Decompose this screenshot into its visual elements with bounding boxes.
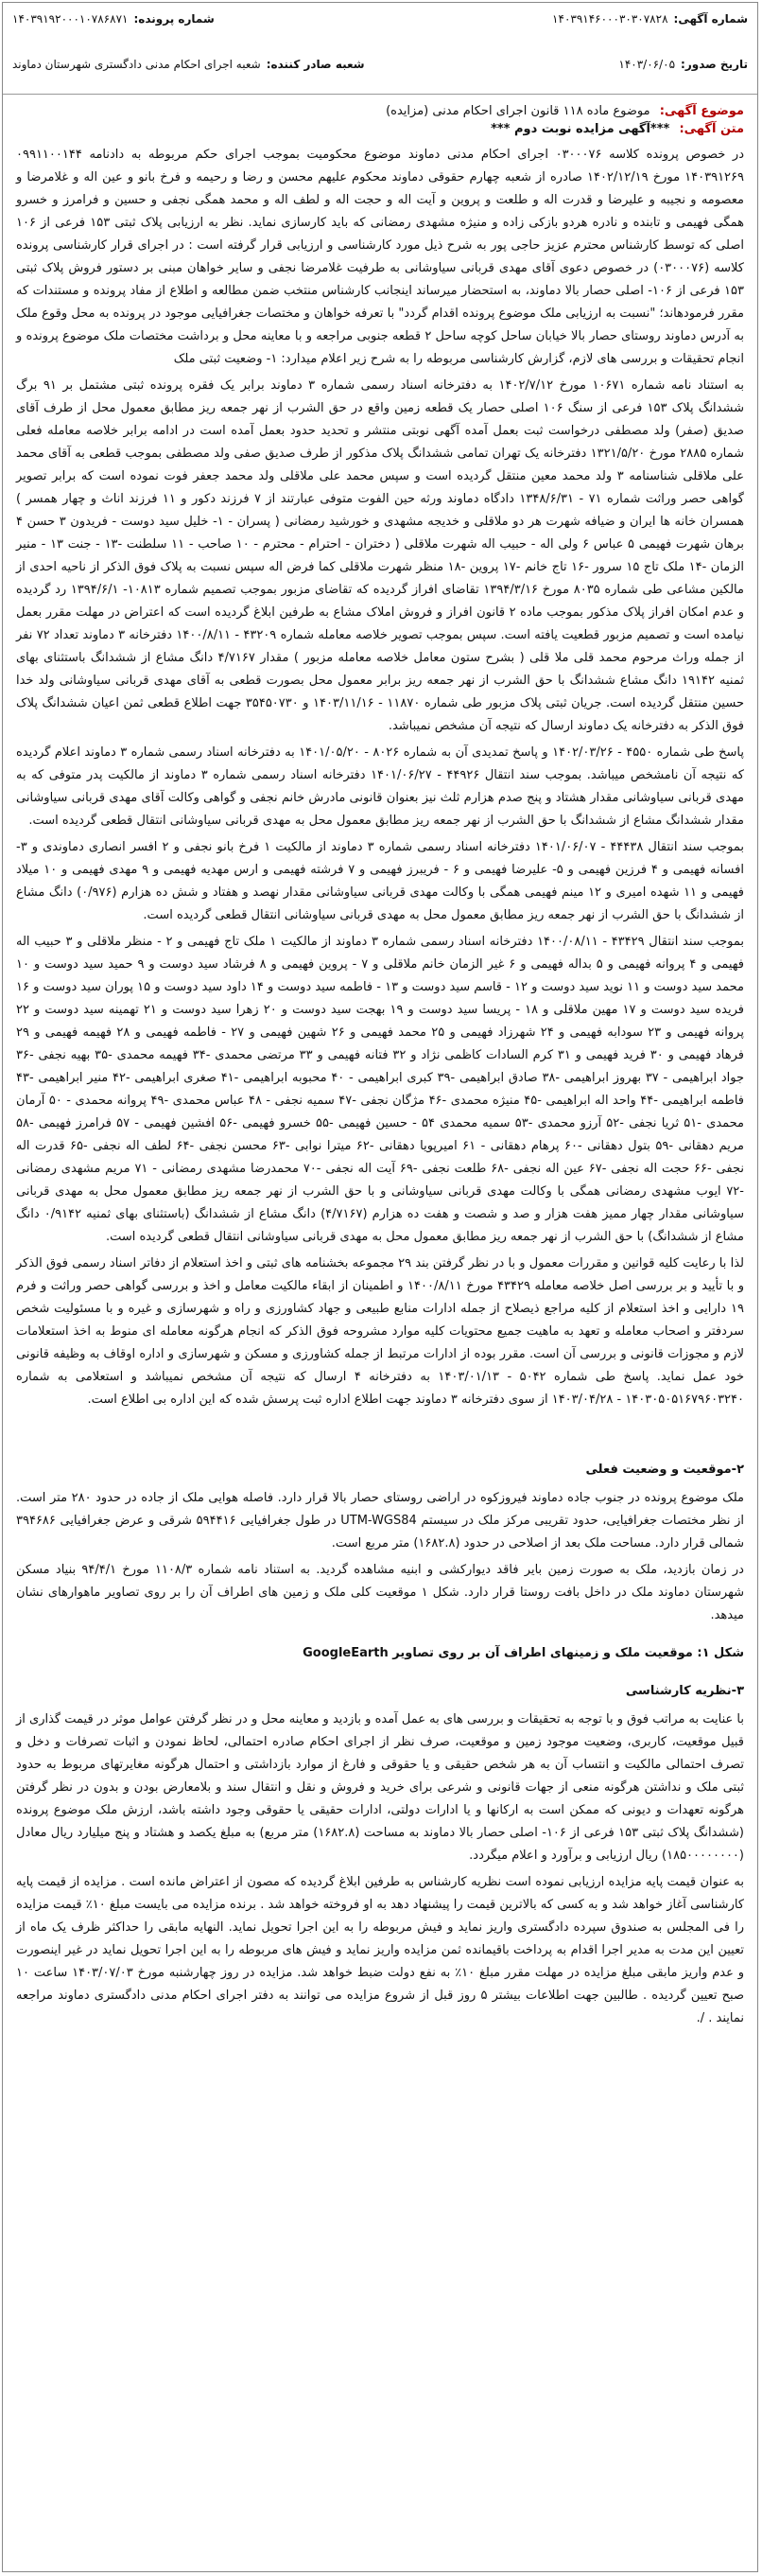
case-number xyxy=(12,12,215,26)
notice-text-title: ***آگهی مزایده نوبت دوم *** xyxy=(491,122,670,136)
notice-header xyxy=(3,3,757,95)
notice-subject-value: موضوع ماده ۱۱۸ قانون اجرای احکام مدنی (مزایده) xyxy=(386,104,650,118)
paragraph-transfer-2: بموجب سند انتقال ۴۴۴۳۸ - ۱۴۰۱/۰۶/۰۷ دفترخانه اسناد رسمی شماره ۳ دماوند از مالکیت ۱ فرخ بانو نجفی و ۲ افسر انصاری دماوندی و ۳- افسانه فهیمی و ۴ فرزین فهیمی و ۵- علیرضا فهیمی و ۶ - فریبرز فهیمی و ۷ فرشته فهیمی و ارس مهدیه فهیمی و ۹ مهدی فهیمی و ۱۰ میلاد فهیمی و ۱۱ شهده امیری و ۱۲ مینم فهیمی همگی با وکالت مهدی قربانی سیاوشانی مقدار نهصد و هفتاد و شش ده هزارم (۰/۹۷۶) دانگ مشاع از ششدانگ با حق الشرب از نهر جمعه ریز مطابق معمول محل به مهدی قربانی سیاوشانی انتقال قطعی گردیده است. xyxy=(16,840,744,922)
paragraph-registration: به استناد نامه شماره ۱۰۶۷۱ مورخ ۱۴۰۲/۷/۱۲ به دفترخانه اسناد رسمی شماره ۳ دماوند برابر یک فقره پرونده ثبتی مشتمل بر ۹۱ برگ ششدانگ پلاک ۱۵۳ فرعی از سنگ ۱۰۶ اصلی حصار یک قطعه زمین واقع در حق الشرب از نهر جمعه ریز مطابق معمول محل از طرف آقای صدیق (صفر) ولد مصطفی درخواست ثبت بعمل آمده آگهی نوبتی منتشر و تحدید حدود بعمل آمده است در ادامه برابر خلاصه معامله فعلی شماره ۲۸۸۵ مورخ ۱۳۲۱/۵/۲۰ دفترخانه یک تهران تمامی ششدانگ پلاک مذکور از طرف صدیق صفی ولد مصطفی بموجب قطعی به آقای محمد علی ملاقلی شناسنامه ۳ ولد محمد معین منتقل گردیده است و سپس محمد علی ملاقلی ولد محمد جعفر فوت نموده است که برابر تصویر گواهی حصر وراثت شماره ۷۱ - ۱۳۴۸/۶/۳۱ دادگاه دماوند ورثه حین الفوت متوفی عبارتند از ۷ فرزند دکور و ۱۱ فرزند اناث و چهار همسر ) همسران خانه ها ایران و ضیافه شهرت هر دو ملاقلی و خدیجه مشهدی و خورشید رمضانی ( پسران - ۱- خلیل سید دوست - فریدون ۳ حسن ۴ برهان شهرت فهیمی ۵ عباس ۶ ولی اله - حبیب اله شهرت ملاقلی ( دختران - احترام - محترم - ۱۰ صاحب - ۱۱ سلطنت -۱۳ - جنت ۱۳ - منیر الزمان -۱۴ ملک تاج ۱۵ سرور -۱۶ تاج خانم -۱۷ پروین -۱۸ منظر شهرت ملاقلی کما فرض اله سپس نسبت به پلاک فوق الذکر از ناحیه احدی از مالکین مشاعی طی شماره ۸۰۳۵ مورخ ۱۳۹۴/۳/۱۶ تقاضای افراز گردیده که تقاضای مزبور بموجب تصمیم شماره ۱۰۸۱۳- ۱۳۹۴/۶/۱ رد گردیده و عدم امکان افراز پلاک مذکور بموجب ماده ۲ قانون افراز و فروش املاک مشاع به طرفین ابلاغ گردیده است که اعتراض در مهلت مقرر بعمل نیامده است و تصمیم مزبور قطعیت یافته است. سپس بموجب تصویر خلاصه معامله شماره ۴۳۲۰۹ - ۱۴۰۰/۸/۱۱ دفترخانه ۳ دماوند تعداد ۷۲ نفر از جمله وراث مرحوم محمد قلی ملا قلی ( بشرح ستون معامل خلاصه معامله مزبور ) مقدار ۴/۷۱۶۷ دانگ مشاع از ششدانگ باستثنای بهای ثمنیه ۱۹۱۴۲ دانگ مشاع ششدانگ با حق الشرب از نهر جمعه ریز برابر معمول محل بصورت قطعی به آقای مهدی قربانی سیاوشانی ولد خدا حسین منتقل گردیده است. جریان ثبتی پلاک مزبور طی شماره ۱۱۸۷۰ - ۱۴۰۳/۱۱/۱۶ و ۳۵۴۵۰۷۳۰ جهت اطلاع قطعی ثمن اعیان ششدانگ پلاک فوق الذکر به دفترخانه یک دماوند ارسال که نتیجه آن مشخص نمیباشد. xyxy=(16,378,745,733)
section-appraisal-title: ۳-نظریه کارشناسی xyxy=(625,1684,744,1698)
paragraph-intro: در خصوص پرونده کلاسه ۰۳۰۰۰۷۶ اجرای احکام مدنی دماوند موضوع محکومیت بموجب اجرای حکم مربوطه به دادنامه ۰۹۹۱۱۰۰۱۴۴ ۱۴۰۳۹۱۲۶۹ مورخ ۱۴۰۲/۱۲/۱۹ صادره از شعبه چهارم حقوقی دماوند محکوم علیهم محسن و رضا و رحیمه و فرخ بانو و عین اله و غلامرضا و معصومه و نجیبه و علیرضا و قدرت اله و طلعت و پروین و آیت اله و حجت اله و لطف اله و محمد همگی نجفی و حسین و فرامرز و خسرو همگی فهیمی و تابنده و نادره هردو بازکی زاده و منیژه مشهدی رمضانی که باید کارسازی نماید. نظر به ارزیابی پلاک ثبتی ۱۵۳ فرعی از ۱۰۶ اصلی که توسط کارشناس محترم عزیز حاجی پور به شرح ذیل مورد کارشناسی و ارزیابی قرار گرفته است : در اجرای قرار کارشناسی پرونده کلاسه (۰۳۰۰۰۷۶) در خصوص دعوی آقای مهدی قربانی سیاوشانی به طرفیت غلامرضا نجفی و سایر خواهان مبنی بر دستور فروش پلاک ثبتی ۱۵۳ فرعی از ۱۰۶- اصلی حصار بالا دماوند، به استحضار میرساند اینجانب کارشناس منتخب ضمن مطالعه و اطلاع از مفاد پرونده و مستندات که مقرر فرمودهاند؛ "نسبت به ارزیابی ملک موضوع پرونده اقدام گردد" با تعرفه خواهان و مختصات جغرافیایی موجود در پرونده به محل وقوع ملک به آدرس دماوند روستای حصار بالا خیابان ساحل کوچه ساحل ۲ قطعه جنوبی مراجعه و با معاینه محل و برداشت مختصات ملک موضوع پرونده و انجام تحقیقات و بررسی های لازم، گزارش کارشناسی مربوطه را به شرح زیر اعلام میدارد: ۱- وضعیت ثبتی ملک xyxy=(16,148,745,366)
section-location-title: ۲-موقعیت و وضعیت فعلی xyxy=(585,1463,744,1477)
notice-subject xyxy=(16,104,744,118)
paragraph-location: ملک موضوع پرونده در جنوب جاده دماوند فیروزکوه در اراضی روستای حصار بالا قرار دارد. فاصله هوایی ملک از جاده در حدود ۲۸۰ متر است. از نظر مختصات جغرافیایی، حدود تقریبی مرکز ملک در سیستم UTM-WGS84 در طول جغرافیایی ۵۹۴۴۱۶ شرقی و عرض جغرافیایی ۳۹۴۶۸۶ شمالی قرار دارد. مساحت ملک بعد از اصلاحی در حدود (۱۶۸۲.۸) متر مربع است. xyxy=(16,1491,744,1551)
case-number-label: شماره پرونده: xyxy=(133,12,215,26)
notice-number-value: ۱۴۰۳۹۱۴۶۰۰۰۳۰۳۰۷۸۲۸ xyxy=(552,12,668,26)
issue-date-label: تاریخ صدور: xyxy=(681,58,748,71)
notice-document xyxy=(2,2,758,2572)
issue-date xyxy=(618,58,748,71)
case-number-value: ۱۴۰۳۹۱۹۲۰۰۰۱۰۷۸۶۸۷۱ xyxy=(12,12,129,26)
issue-date-value: ۱۴۰۳/۰۶/۰۵ xyxy=(618,58,676,71)
notice-text-label: متن آگهی: xyxy=(679,122,744,136)
issuer-value: شعبه اجرای احکام مدنی دادگستری شهرستان دماوند xyxy=(12,58,261,71)
figure-caption: شکل ۱: موقعیت ملک و زمینهای اطراف آن بر روی تصاویر GoogleEarth xyxy=(303,1646,744,1660)
paragraph-transfer-1: پاسخ طی شماره ۴۵۵۰ - ۱۴۰۲/۰۳/۲۶ و پاسخ تمدیدی آن به شماره ۸۰۲۶ - ۱۴۰۱/۰۵/۲۰ به دفترخانه اسناد رسمی شماره ۳ دماوند اعلام گردیده که نتیجه آن نامشخص میباشد. بموجب سند انتقال ۴۴۹۲۶ - ۱۴۰۱/۰۶/۲۷ دفترخانه اسناد رسمی شماره ۳ دماوند از مالکیت پدر متوفی که به مهدی قربانی سیاوشانی مقدار هشتاد و پنج صدم هزارم ثلث نیز بعنوان قانونی مادرش خانم نجفی و گواهی وکالت آقای مهدی قربانی سیاوشانی مقدار ششدانگ مشاع از ششدانگ با حق الشرب از نهر جمعه ریز مطابق معمول محل به مهدی قربانی سیاوشانی انتقال قطعی گردیده است. xyxy=(16,745,744,828)
notice-number xyxy=(552,12,748,26)
issuer-label: شعبه صادر کننده: xyxy=(266,58,365,71)
notice-text-heading xyxy=(16,122,744,136)
paragraph-transfer-3: بموجب سند انتقال ۴۳۴۲۹ - ۱۴۰۰/۰۸/۱۱ دفترخانه اسناد رسمی شماره ۳ دماوند از مالکیت ۱ ملک تاج فهیمی و ۲ - منظر ملاقلی و ۳ حبیب اله فهیمی و ۴ پروانه فهیمی و ۵ بداله فهیمی و ۶ غیر الزمان خانم ملاقلی و ۷ - پروین فهیمی و ۸ فرشاد سید دوست و ۹ حمید سید دوست و ۱۰ محمد سید دوست و ۱۱ نوید سید دوست و ۱۲ - قاسم سید دوست و ۱۳ - فاطمه سید دوست و ۱۴ داود سید دوست و ۱۵ پوران سید دوست و ۱۶ فریده سید دوست و ۱۷ مهین ملاقلی و ۱۸ - پریسا سید دوست و ۱۹ بهجت سید دوست و ۲۰ زهرا سید دوست و ۲۱ تهمینه سید دوست و ۲۲ پروانه فهیمی و ۲۳ سودابه فهیمی و ۲۴ شهرزاد فهیمی و ۲۵ محمد فهیمی و ۲۶ شهین فهیمی و ۲۷ - فاطمه فهیمی و ۲۸ فهیمه فهیمی و ۲۹ فرهاد فهیمی و ۳۰ فرید فهیمی و ۳۱ کرم السادات کاظمی نژاد و ۳۲ فتانه فهیمی و ۳۳ مرتضی محمدی -۳۴ فهیمه محمدی -۳۵ بهیه نجفی -۳۶ جواد ابراهیمی - ۳۷ بهروز ابراهیمی -۳۸ صادق ابراهیمی -۳۹ کبری ابراهیمی - ۴۰ محبوبه ابراهیمی -۴۱ صغری ابراهیمی -۴۲ منیر ابراهیمی -۴۳ فاطمه ابراهیمی -۴۴ واحد اله ابراهیمی -۴۵ منیژه محمدی -۴۶ مژگان نجفی -۴۷ سمیه نجفی - ۴۸ عباس محمدی -۴۹ پروانه محمدی - ۵۰ آرمان محمدی -۵۱ ثریا نجفی -۵۲ آرزو محمدی -۵۳ سمیه محمدی ۵۴ - حسین فهیمی -۵۵ خسرو فهیمی -۵۶ افشین فهیمی - ۵۷ فرامرز فهیمی -۵۸ مریم دهقانی -۵۹ بتول دهقانی -۶۰ پرهام دهقانی - ۶۱ امیرپویا دهقانی -۶۲ میترا نوابی -۶۳ محسن نجفی -۶۴ لطف اله نجفی -۶۵ قدرت اله نجفی -۶۶ حجت اله نجفی -۶۷ عین اله نجفی -۶۸ طلعت نجفی -۶۹ آیت اله نجفی -۷۰ محمدرضا مشهدی رمضانی - ۷۱ مریم مشهدی رمضانی -۷۲ ایوب مشهدی رمضانی همگی با وکالت مهدی قربانی سیاوشانی و با حق الشرب از نهر جمعه ریز مطابق معمول محل به مهدی قربانی سیاوشانی مقدار چهار ممیز هفت هزار و صد و شصت و هفت ده هزارم (۴/۷۱۶۷) دانگ مشاع از ششدانگ (باستثنای بهای ثمنیه ۰/۹۱۴۲ دانگ مشاع از ششدانگ) با حق الشرب از نهر جمعه ریز مطابق معمول محل به مهدی قربانی سیاوشانی انتقال قطعی گردیده است. xyxy=(16,935,745,1244)
notice-number-label: شماره آگهی: xyxy=(673,12,748,26)
notice-meta xyxy=(3,95,757,136)
paragraph-appraisal: با عنایت به مراتب فوق و با توجه به تحقیقات و بررسی های به عمل آمده و بازدید و معاینه محل و در نظر گرفتن عوامل موثر در قیمت گذاری از قبیل موقعیت، کاربری، وضعیت موجود زمین و موقعیت، صرف نظر از اجرای احکام صادره احتمالی، لحاظ نمودن و اثبات تصرفات و دخل و تصرف احتمالی مالکیت و انتساب آن به هر شخص حقیقی و یا حقوقی و فارغ از موارد بازداشتی و احتمال هرگونه مغایرتهای مربوط به حدود ثبتی ملک و نداشتن هرگونه منعی از جهات قانونی و شرعی برای خرید و فروش و نقل و انتقال سند و بلامعارض بودن و بدون در نظر گرفتن هرگونه تعهدات و دیونی که ممکن است به ارکانها و یا ادارات دولتی، ادارات حقیقی یا حقوقی وجود داشته باشد، ارزش ملک موضوع پرونده (ششدانگ پلاک ثبتی ۱۵۳ فرعی از ۱۰۶- اصلی حصار بالا دماوند به مساحت (۱۶۸۲.۸) متر مربع) به مبلغ یکصد و هشتاد و پنج میلیارد ریال معادل (۱۸۵۰۰۰۰۰۰۰۰) ریال ارزیابی و برآورد و اعلام میگردد. xyxy=(16,1712,744,1863)
notice-subject-label: موضوع آگهی: xyxy=(659,104,744,118)
paragraph-auction-terms: به عنوان قیمت پایه مزایده ارزیابی نموده است نظریه کارشناس به طرفین ابلاغ گردیده که مصون از اعتراض مانده است . مزایده از قیمت پایه کارشناسی آغاز خواهد شد و به کسی که بالاترین قیمت را پیشنهاد دهد به او فروخته خواهد شد . برنده مزایده می بایست مبلغ ۱۰٪ قیمت مزایده را فی المجلس به صندوق سپرده دادگستری واریز نماید و فیش مربوطه را به این اجرا تحویل نماید. النهایه مابقی را حداکثر ظرف یک ماه از تعیین این مدت به مدیر اجرا اقدام به پرداخت باقیمانده ثمن مزایده واریز نماید و فیش های مربوطه را به این اجرا تحویل نماید در غیر اینصورت و عدم واریز مابقی مبلغ مزایده در مهلت مقرر مبلغ ۱۰٪ به نفع دولت ضبط خواهد شد. مزایده در روز چهارشنبه مورخ ۱۴۰۳/۰۷/۰۳ ساعت ۱۰ صبح تعیین گردیده . طالبین جهت اطلاعات بیشتر ۵ روز قبل از شروع مزایده می توانند به دفتر اجرای احکام مدنی دادگستری دماوند مراجعه نمایند . /. xyxy=(16,1875,745,2025)
paragraph-site-visit: در زمان بازدید، ملک به صورت زمین بایر فاقد دیوارکشی و ابنیه مشاهده گردید. به استناد نامه شماره ۱۱۰۸/۳ مورخ ۹۴/۴/۱ بنیاد مسکن شهرستان دماوند ملک در داخل بافت روستا قرار دارد. شکل ۱ موقعیت کلی ملک و زمین های اطراف آن را بر روی تصاویر ماهوارهای نشان میدهد. xyxy=(16,1563,744,1622)
paragraph-inquiry: لذا با رعایت کلیه قوانین و مقررات معمول و با در نظر گرفتن بند ۲۹ مجموعه بخشنامه های ثبتی و اخذ استعلام از دفاتر اسناد رسمی فوق الذکر و با تأیید و بر بررسی اصل خلاصه معامله ۴۳۴۲۹ مورخ ۱۴۰۰/۸/۱۱ و اطمینان از ابقاء مالکیت معامل و اخذ و بررسی گواهی حصر وراثت و فرم ۱۹ دارایی و اخذ استعلام از کلیه مراجع ذیصلاح از جمله ادارات منابع طبیعی و جهاد کشاورزی و راه و شهرسازی و غیره و با مسئولیت شخص سردفتر و اصحاب معامله و تعهد به ماهیت جمیع محتویات کلیه موارد مشروحه فوق الذکر که انجام هرگونه معامله ای منوط به اخذ استعلامات لازم و مجوزات قانونی و بررسی آن است. مقرر بوده از ادارات مرتبط از جمله کشاورزی و مسکن و شهرسازی و اداره اوقاف به وظیفه قانونی خود عمل نماید. پاسخ طی شماره ۵۰۴۲ - ۱۴۰۳/۰۱/۱۳ به دفترخانه ۴ ارسال که نتیجه آن مشخص نمیباشد و استعلامی به شماره ۱۴۰۳۰۵۰۵۱۶۷۹۶۰۳۲۴۰ - ۱۴۰۳/۰۴/۲۸ از سوی دفترخانه ۳ دماوند جهت اطلاع اداره ثبت پرسش شده که این اداره بی اطلاع است. xyxy=(16,1256,745,1407)
issuer xyxy=(12,58,365,71)
notice-body xyxy=(3,140,757,2030)
